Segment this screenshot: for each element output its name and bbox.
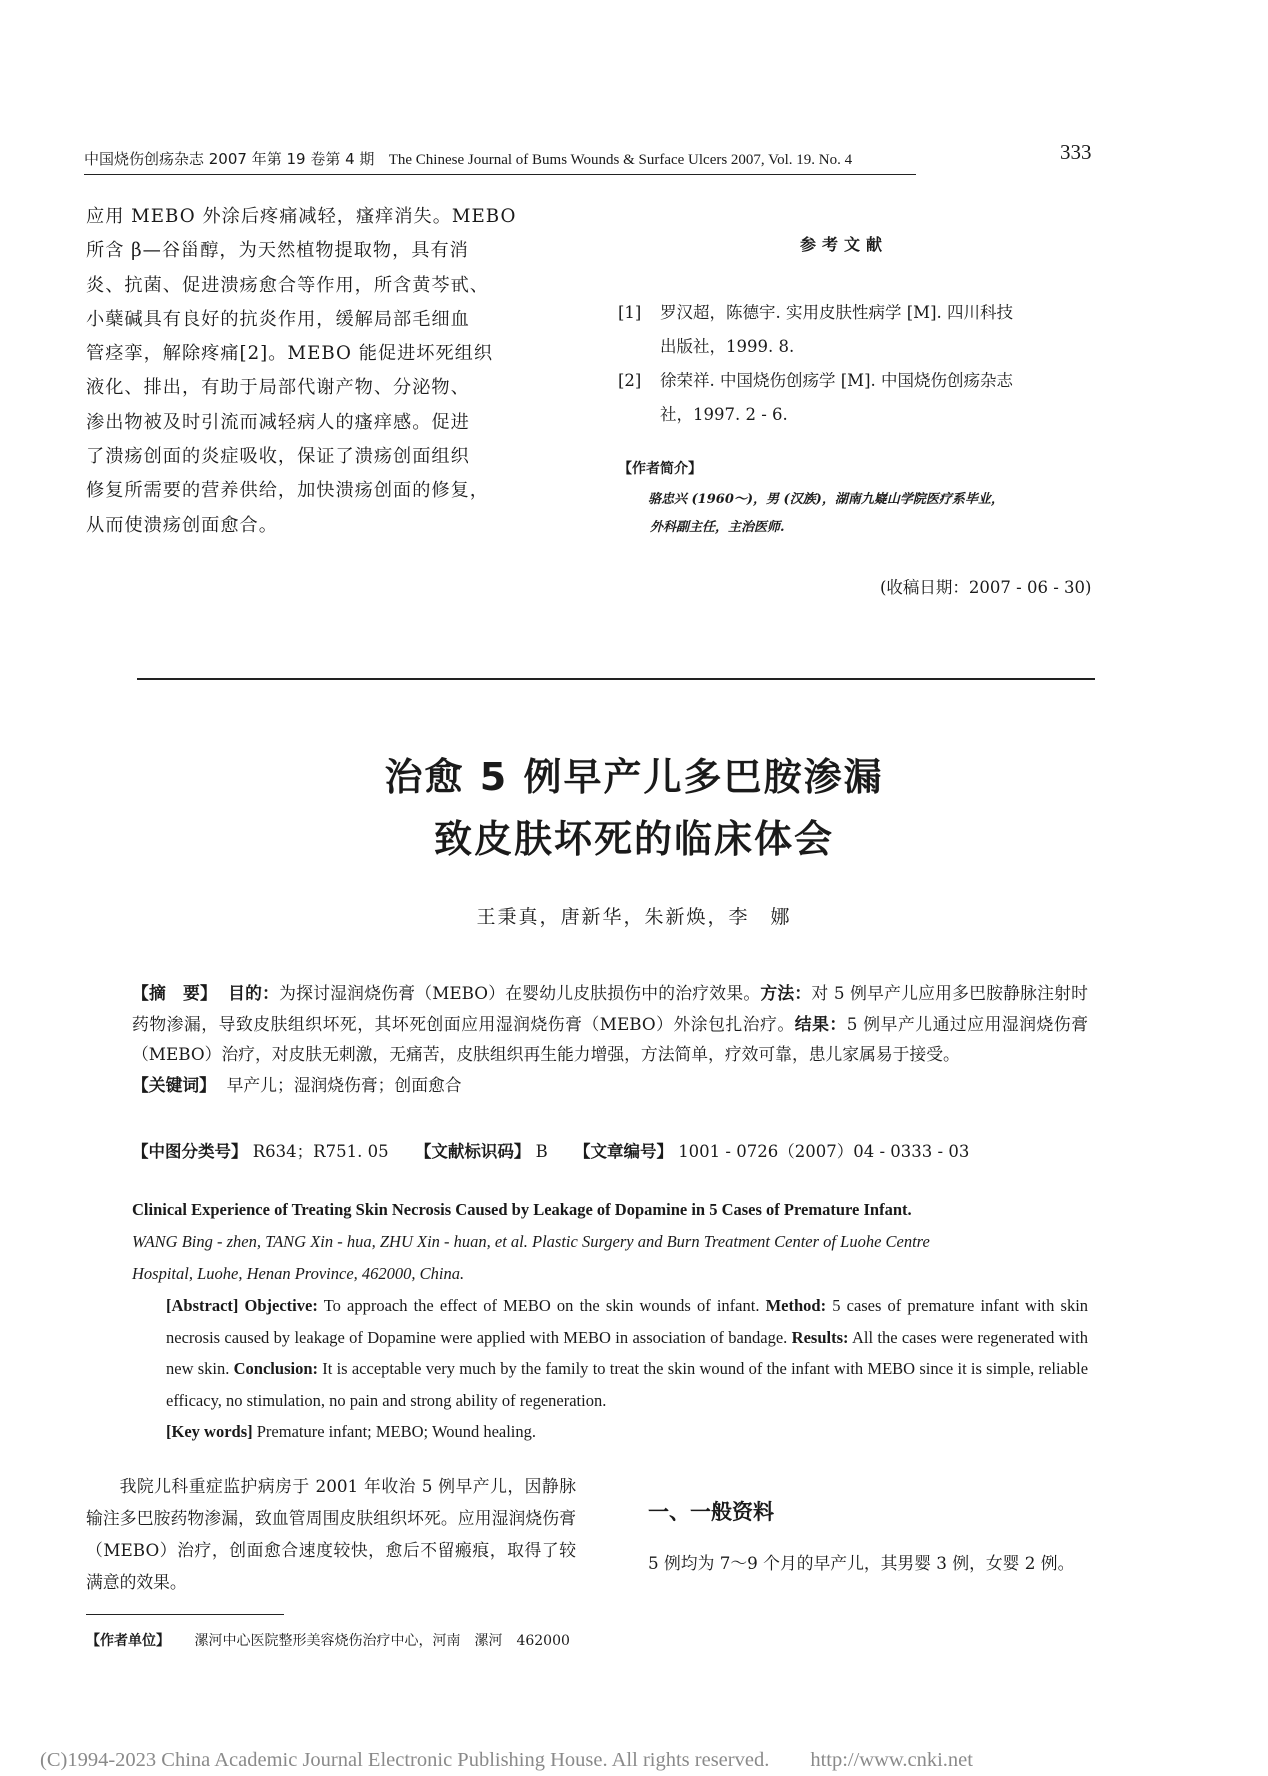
section-heading: 一、一般资料 [648, 1500, 774, 1524]
footnote-text: 漯河中心医院整形美容烧伤治疗中心，河南 漯河 462000 [194, 1633, 570, 1649]
references-heading: 参考文献 [800, 235, 889, 254]
chinese-abstract [132, 978, 1088, 1100]
footnote [86, 1630, 570, 1650]
author-intro-line: 外科副主任，主治医师. [650, 520, 785, 535]
author-intro-label: 【作者简介】 [618, 461, 702, 477]
reference-number: [2] [618, 371, 642, 390]
article-number-value: 1001 - 0726（2007）04 - 0333 - 03 [678, 1142, 970, 1161]
text-line: 小蘖碱具有良好的抗炎作用，缓解局部毛细血 [86, 308, 470, 330]
article-title-line2: 致皮肤坏死的临床体会 [433, 817, 834, 861]
reference-line: 徐荣祥. 中国烧伤创疡学 [M]. 中国烧伤创疡杂志 [660, 371, 1013, 390]
clc-value: R634；R751. 05 [252, 1142, 389, 1161]
english-authors-line: Hospital, Luohe, Henan Province, 462000, China. [132, 1263, 465, 1283]
journal-name-en: The Chinese Journal of Bums Wounds & Surface Ulcers 2007, Vol. 19. No. 4 [388, 152, 853, 168]
objective-text: 为探讨湿润烧伤膏（MEBO）在婴幼儿皮肤损伤中的治疗效果。 [279, 983, 761, 1003]
text-line: 修复所需要的营养供给，加快溃疡创面的修复， [86, 480, 489, 502]
english-authors [132, 1226, 1088, 1289]
reference-line: 社，1997. 2 - 6. [660, 405, 788, 424]
page-number: 333 [1060, 140, 1092, 164]
en-abstract-label: [Abstract] [166, 1296, 239, 1315]
copyright-notice: (C)1994-2023 China Academic Journal Electronic Publishing House. All rights reserved. http://www.cnki.net [40, 1749, 973, 1771]
keywords-label: 【关键词】 [132, 1074, 216, 1095]
author-intro-line: 骆忠兴 (1960～)，男 (汉族)，湖南九嶷山学院医疗系毕业， [648, 492, 1004, 507]
text-line: 了溃疡创面的炎症吸收，保证了溃疡创面组织 [86, 446, 470, 468]
reference-number: [1] [618, 303, 642, 322]
en-results-text: All the cases were regenerated with new skin. [166, 1327, 1089, 1378]
article-number-label: 【文章编号】 [573, 1142, 673, 1161]
en-method-label: Method: [765, 1296, 827, 1315]
english-abstract [132, 1290, 1088, 1448]
journal-name-cn: 中国烧伤创疡杂志 2007 年第 19 卷第 4 期 [84, 150, 375, 168]
en-method-text: 5 cases of premature infant with skin necrosis caused by leakage of Dopamine were applied with MEBO in association of bandage. [166, 1296, 1089, 1347]
reference-line: 出版社，1999. 8. [660, 337, 795, 356]
english-authors-line: WANG Bing - zhen, TANG Xin - hua, ZHU Xin - huan, et al. Plastic Surgery and Burn Treatment Center of Luohe Centre [132, 1232, 930, 1251]
classification-row [132, 1138, 969, 1162]
keywords-text: 早产儿；湿润烧伤膏；创面愈合 [226, 1074, 462, 1095]
doc-code-label: 【文献标识码】 [414, 1142, 531, 1161]
objective-label: 目的： [228, 983, 280, 1003]
body-intro-paragraph: 我院儿科重症监护病房于 2001 年收治 5 例早产儿，因静脉输注多巴胺药物渗漏，致血管周围皮肤组织坏死。应用湿润烧伤膏（MEBO）治疗，创面愈合速度较快，愈后不留瘢痕，取得了较满意的效果。 [86, 1476, 576, 1592]
header-rule [84, 174, 916, 175]
running-header [84, 148, 852, 169]
body-intro [86, 1470, 576, 1598]
text-line: 从而使溃疡创面愈合。 [86, 514, 278, 536]
section-text: 5 例均为 7～9 个月的早产儿，其男婴 3 例，女婴 2 例。 [648, 1553, 1075, 1573]
footnote-rule [86, 1614, 284, 1615]
text-line: 渗出物被及时引流而减轻病人的瘙痒感。促进 [86, 411, 470, 433]
en-objective-text: To approach the effect of MEBO on the skin wounds of infant. [323, 1296, 760, 1315]
english-title: Clinical Experience of Treating Skin Necrosis Caused by Leakage of Dopamine in 5 Cases of Premature Infant. [132, 1200, 912, 1219]
en-conclusion-text: It is acceptable very much by the family to treat the skin wound of the infant with MEBO since it is simple, reliable efficacy, no stimulation, no pain and strong ability of regeneration. [166, 1359, 1089, 1410]
reference-line: 罗汉超，陈德宇. 实用皮肤性病学 [M]. 四川科技 [660, 303, 1013, 322]
en-conclusion-label: Conclusion: [233, 1359, 318, 1378]
result-text: 5 例早产儿通过应用湿润烧伤膏（MEBO）治疗，对皮肤无刺激，无痛苦，皮肤组织再生能力增强，方法简单，疗效可靠，患儿家属易于接受。 [132, 1013, 1088, 1064]
footnote-label: 【作者单位】 [86, 1633, 170, 1649]
article-authors: 王秉真，唐新华，朱新焕，李 娜 [476, 906, 792, 928]
text-line: 应用 MEBO 外涂后疼痛减轻，瘙痒消失。MEBO [86, 206, 517, 227]
article-separator [137, 678, 1095, 680]
previous-article-text [86, 200, 591, 543]
reference-item [618, 296, 1118, 364]
author-intro [648, 486, 1118, 542]
result-label: 结果： [794, 1013, 847, 1034]
text-line: 炎、抗菌、促进溃疡愈合等作用，所含黄芩甙、 [86, 274, 489, 296]
en-keywords-text: Premature infant; MEBO; Wound healing. [256, 1422, 537, 1441]
en-objective-label: Objective: [244, 1296, 318, 1315]
abstract-label: 【摘 要】 [132, 983, 218, 1003]
reference-item [618, 364, 1118, 432]
en-keywords-label: [Key words] [166, 1422, 253, 1441]
received-date: (收稿日期：2007 - 06 - 30) [880, 578, 1092, 597]
clc-label: 【中图分类号】 [132, 1142, 248, 1161]
text-line: 管痉挛，解除疼痛[2]。MEBO 能促进坏死组织 [86, 343, 494, 365]
en-results-label: Results: [791, 1327, 849, 1347]
text-line: 液化、排出，有助于局部代谢产物、分泌物、 [86, 377, 470, 399]
method-text: 对 5 例早产儿应用多巴胺静脉注射时药物渗漏，导致皮肤组织坏死，其坏死创面应用湿润烧伤膏（MEBO）外涂包扎治疗。 [132, 983, 1088, 1034]
method-label: 方法： [760, 983, 812, 1003]
article-title-line1: 治愈 5 例早产儿多巴胺渗漏 [384, 755, 884, 799]
doc-code-value: B [535, 1142, 548, 1161]
text-line: 所含 β—谷甾醇，为天然植物提取物，具有消 [86, 240, 469, 262]
